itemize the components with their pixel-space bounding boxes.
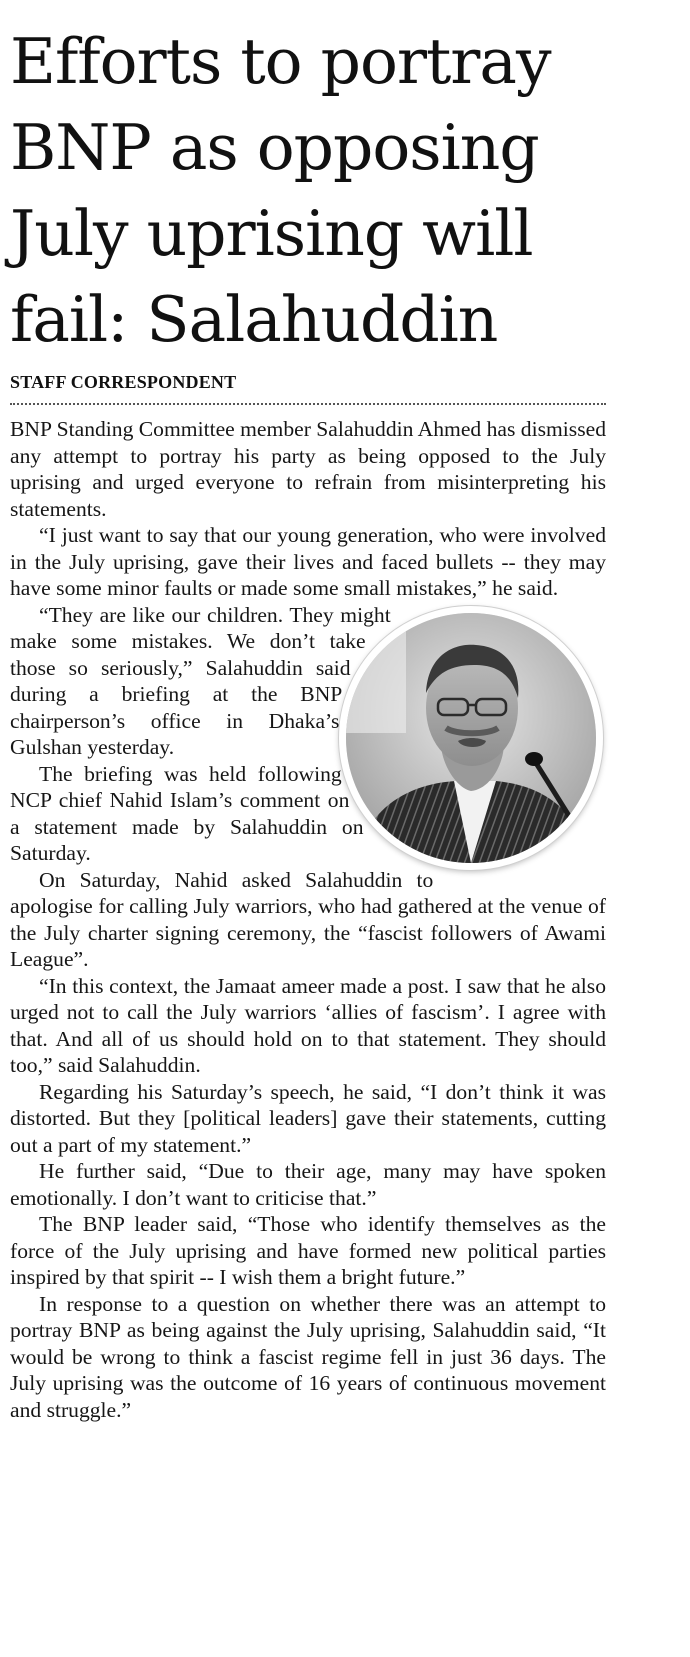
headline (10, 19, 606, 363)
article (10, 0, 606, 1423)
photo-wrapper (331, 602, 606, 870)
paragraph: “In this context, the Jamaat ameer made a post. I saw that he also urged not to call the July warriors ‘allies of fascism’. I agree with that. And all of us should hold on to that statement. They should too,” said Salahuddin. (10, 973, 606, 1077)
article-body (10, 416, 606, 1423)
byline: STAFF CORRESPONDENT (10, 372, 237, 392)
paragraph: “They are like our children. They might make some mistakes. We don’t take those so seriously,” Salahuddin said during a briefing at the BNP chairperson’s office in Dhaka’s Gulshan yesterday. (10, 602, 391, 759)
paragraph: The briefing was held following NCP chief Nahid Islam’s comment on a statement made by Salahuddin on Saturday. (10, 761, 364, 865)
paragraph: He further said, “Due to their age, many may have spoken emotionally. I don’t want to criticise that.” (10, 1159, 606, 1210)
headline-line: Efforts to portray (10, 25, 551, 98)
portrait-photo-icon (339, 606, 603, 870)
headline-line: BNP as opposing (10, 111, 539, 184)
headline-line: July uprising will (10, 197, 533, 270)
paragraph: In response to a question on whether there was an attempt to portray BNP as being against the July uprising, Salahuddin said, “It would be wrong to think a fascist regime fell in just 36 days. The July uprising was the outcome of 16 years of continuous movement and struggle.” (10, 1291, 606, 1422)
dotted-divider (10, 403, 606, 405)
paragraph: Regarding his Saturday’s speech, he said, “I don’t think it was distorted. But they [political leaders] gave their statements, cutting out a part of my statement.” (10, 1079, 606, 1157)
paragraph: “I just want to say that our young generation, who were involved in the July uprising, gave their lives and faced bullets -- they may have some minor faults or made some small mistakes,” he said. (10, 523, 606, 600)
paragraph: BNP Standing Committee member Salahuddin Ahmed has dismissed any attempt to portray his party as being opposed to the July uprising and urged everyone to refrain from misinterpreting his statements. (10, 417, 606, 521)
headline-line: fail: Salahuddin (10, 283, 498, 356)
paragraph: The BNP leader said, “Those who identify themselves as the force of the July uprising and have formed new political parties inspired by that spirit -- I wish them a bright future.” (10, 1212, 606, 1289)
paragraph: On Saturday, Nahid asked Salahuddin to apologise for calling July warriors, who had gathered at the venue of the July charter signing ceremony, the “fascist followers of Awami League”. (10, 867, 606, 971)
